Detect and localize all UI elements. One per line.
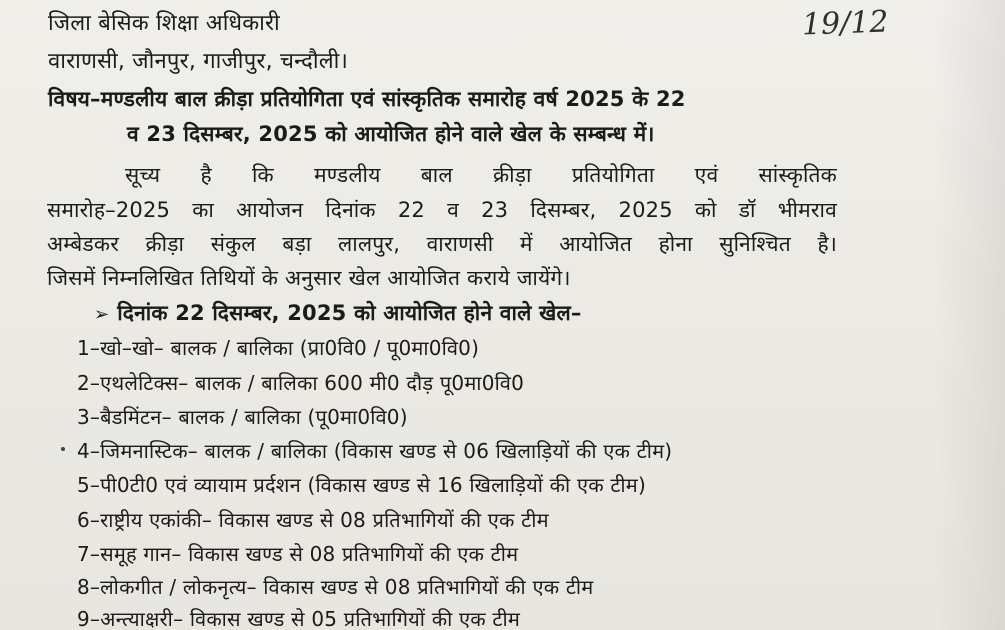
page-shadow [935,0,1005,630]
list-item: 4–जिमनास्टिक– बालक / बालिका (विकास खण्ड से 06 खिलाड़ियों की एक टीम) [77,439,673,463]
list-item: 6–राष्ट्रीय एकांकी– विकास खण्ड से 08 प्रतिभागियों की एक टीम [77,508,549,532]
arrow-bullet-icon: ➢ [94,304,110,325]
list-item: 5–पी0टी0 एवं व्यायाम प्रर्दशन (विकास खण्ड से 16 खिलाड़ियों की एक टीम) [77,473,646,497]
list-item: 1–खो–खो– बालक / बालिका (प्रा0वि0 / पू0मा0वि0) [77,336,480,360]
body-line-3: अम्बेडकर क्रीड़ा संकुल बड़ा लालपुर, वाराणसी में आयोजित होना सुनिश्चित है। [47,232,837,256]
district-list: वाराणसी, जौनपुर, गाजीपुर, चन्दौली। [48,49,349,74]
body-line-1: सूच्य है कि मण्डलीय बाल क्रीड़ा प्रतियोगिता एवं सांस्कृतिक [125,163,837,187]
ink-dot [61,447,65,451]
list-item: 7–समूह गान– विकास खण्ड से 08 प्रतिभागियों की एक टीम [77,542,519,566]
office-title: जिला बेसिक शिक्षा अधिकारी [48,11,280,36]
date-heading-text: दिनांक 22 दिसम्बर, 2025 को आयोजित होने वाले खेल– [117,301,582,325]
list-item: 2–एथलेटिक्स– बालक / बालिका 600 मी0 दौड़ पू0मा0वि0 [77,371,525,395]
list-item: 8–लोकगीत / लोकनृत्य– विकास खण्ड से 08 प्रतिभागियों की एक टीम [77,575,594,599]
list-item: 3–बैडमिंटन– बालक / बालिका (पू0मा0वि0) [77,405,408,429]
body-line-4: जिसमें निम्नलिखित तिथियों के अनुसार खेल आयोजित कराये जायेंगे। [47,266,571,290]
subject-line-1: विषय–मण्डलीय बाल क्रीड़ा प्रतियोगिता एवं सांस्कृतिक समारोह वर्ष 2025 के 22 [48,87,686,111]
date-heading [94,296,582,332]
list-item: 9–अन्त्याक्षरी– विकास खण्ड से 05 प्रतिभागियों की एक टीम [77,607,521,630]
subject-line-2: व 23 दिसम्बर, 2025 को आयोजित होने वाले खेल के सम्बन्ध में। [127,122,655,146]
handwritten-date-note: 19/12 [801,4,890,43]
body-line-2: समारोह–2025 का आयोजन दिनांक 22 व 23 दिसम्बर, 2025 को डॉ भीमराव [47,198,837,222]
